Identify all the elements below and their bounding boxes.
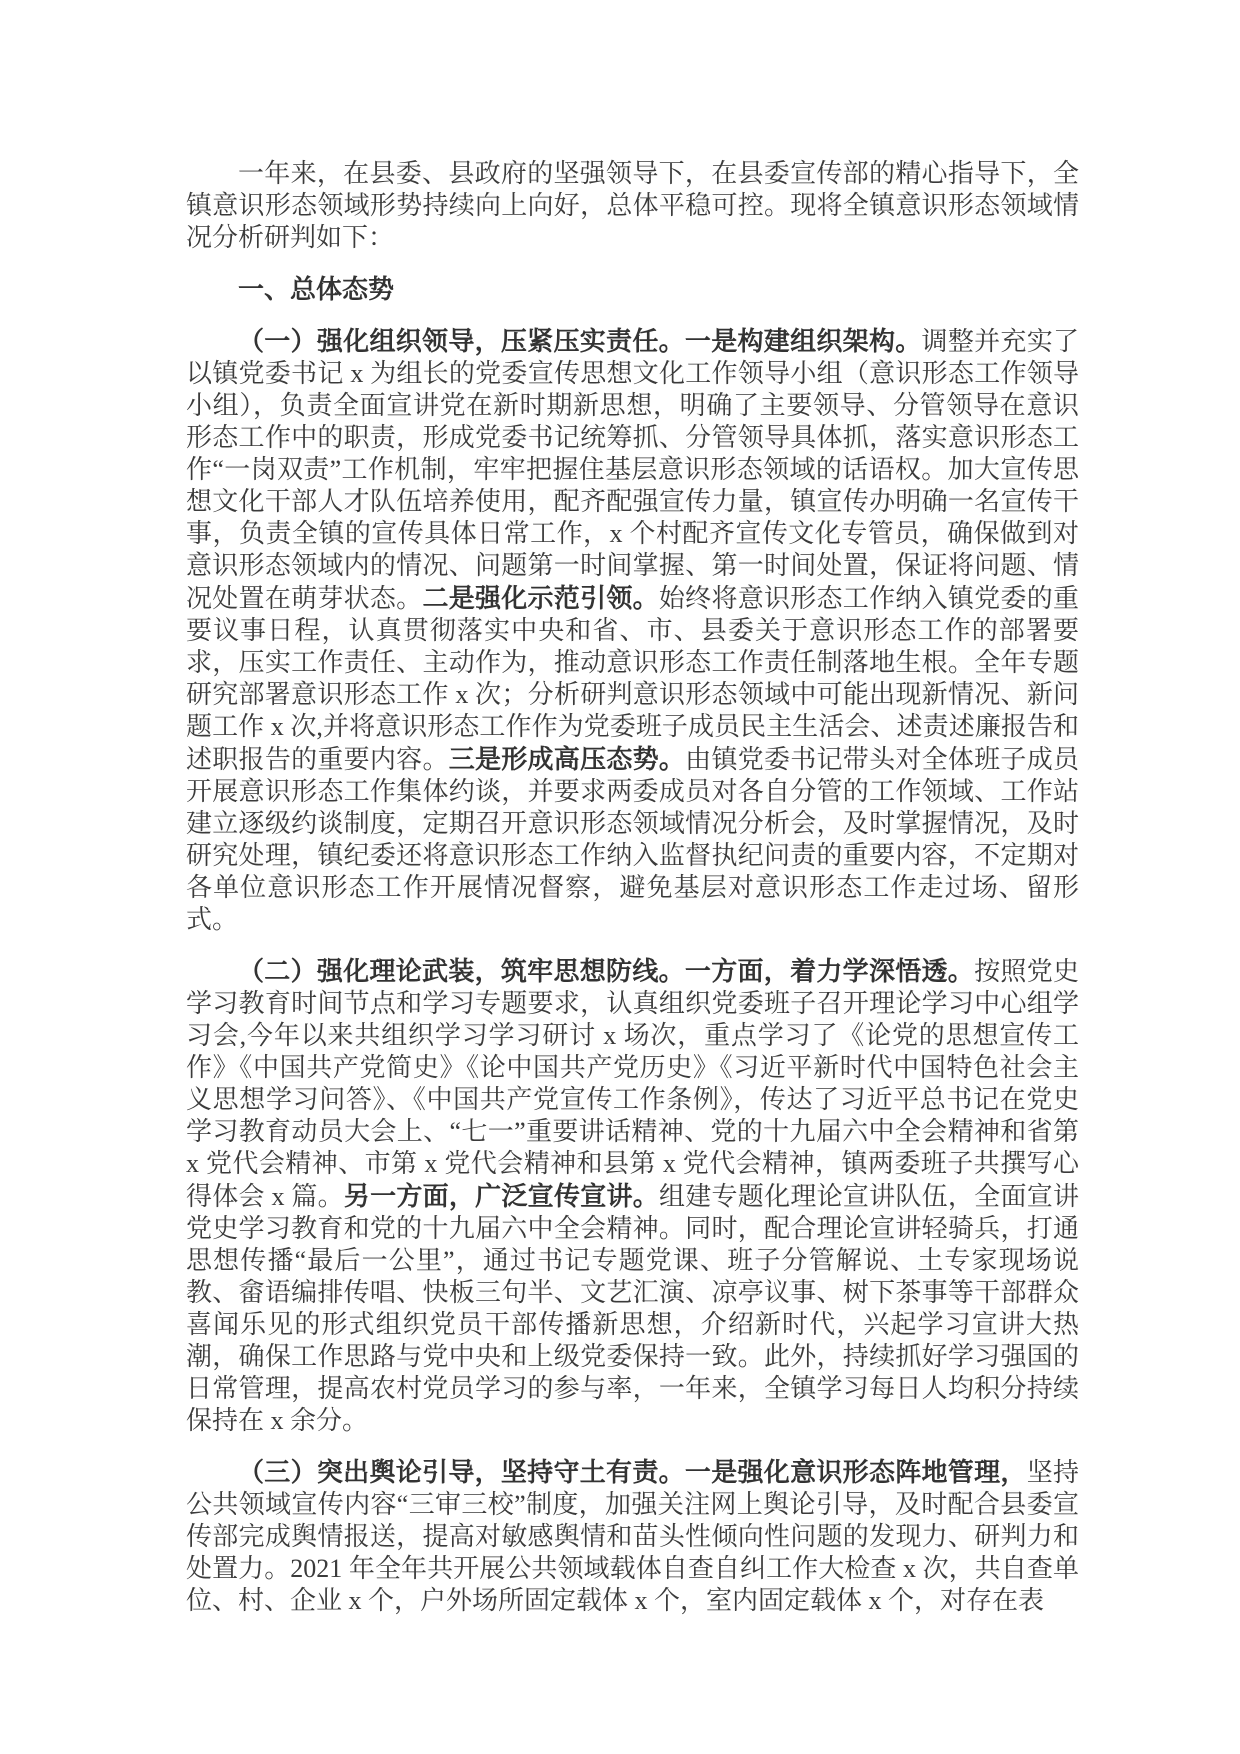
section-heading bbox=[186, 273, 1079, 306]
text-run: 调整并充实了以镇党委书记 x 为组长的党委宣传思想文化工作领导小组（意识形态工作领导小组），负责全面宣讲党在新时期新思想，明确了主要领导、分管领导在意识形态工作中的职责，形成党委书记统筹抓、分管领导具体抓，落实意识形态工作“一岗双责”工作机制，牢牢把握住基层意识形态领域的话语权。加大宣传思想文化干部人才队伍培养使用，配齐配强宣传力量，镇宣传办明确一名宣传干事，负责全镇的宣传具体日常工作，x 个村配齐宣传文化专管员，确保做到对意识形态领域内的情况、问题第一时间掌握、第一时间处置，保证将问题、情况处置在萌芽状态。 bbox=[186, 327, 1079, 613]
emphasis-run: （一）强化组织领导，压紧压实责任。一是构建组织架构。 bbox=[238, 326, 922, 356]
text-run: 组建专题化理论宣讲队伍，全面宣讲党史学习教育和党的十九届六中全会精神。同时，配合理论宣讲轻骑兵，打通思想传播“最后一公里”，通过书记专题党课、班子分管解说、土专家现场说教、畲语编排传唱、快板三句半、文艺汇演、凉亭议事、树下茶事等干部群众喜闻乐见的形式组织党员干部传播新思想，介绍新时代，兴起学习宣讲大热潮，确保工作思路与党中央和上级党委保持一致。此外，持续抓好学习强国的日常管理，提高农村党员学习的参与率，一年来，全镇学习每日人均积分持续保持在 x 余分。 bbox=[186, 1182, 1079, 1435]
emphasis-run: 另一方面，广泛宣传宣讲。 bbox=[343, 1181, 660, 1211]
emphasis-run: 三是形成高压态势。 bbox=[448, 744, 686, 774]
document-body bbox=[186, 158, 1079, 1617]
text-run: 始终将意识形态工作纳入镇党委的重要议事日程，认真贯彻落实中央和省、市、县委关于意识形态工作的部署要求，压实工作责任、主动作为，推动意识形态工作责任制落地生根。全年专题研究部署意识形态工作 x 次；分析研判意识形态领域中可能出现新情况、新问题工作 x 次,并将意识形态工作作为党委班子成员民主生活会、述责述廉报告和述职报告的重要内容。 bbox=[186, 584, 1079, 774]
body-paragraph bbox=[186, 1456, 1079, 1617]
emphasis-run: （二）强化理论武装，筑牢思想防线。一方面，着力学深悟透。 bbox=[238, 956, 975, 986]
emphasis-run: 一、总体态势 bbox=[238, 274, 395, 304]
body-paragraph bbox=[186, 955, 1079, 1437]
text-run: 按照党史学习教育时间节点和学习专题要求，认真组织党委班子召开理论学习中心组学习会,今年以来共组织学习学习研讨 x 场次，重点学习了《论党的思想宣传工作》《中国共产党简史》《论中国共产党历史》《习近平新时代中国特色社会主义思想学习问答》、《中国共产党宣传工作条例》，传达了习近平总书记在党史学习教育动员大会上、“七一”重要讲话精神、党的十九届六中全会精神和省第 x 党代会精神、市第 x 党代会精神和县第 x 党代会精神，镇两委班子共撰写心得体会 x 篇。 bbox=[186, 957, 1079, 1211]
body-paragraph bbox=[186, 158, 1079, 254]
text-run: 一年来，在县委、县政府的坚强领导下，在县委宣传部的精心指导下，全镇意识形态领域形势持续向上向好，总体平稳可控。现将全镇意识形态领域情况分析研判如下： bbox=[186, 159, 1079, 252]
emphasis-run: 二是强化示范引领。 bbox=[422, 583, 659, 613]
body-paragraph bbox=[186, 325, 1079, 936]
emphasis-run: （三）突出舆论引导，坚持守土有责。一是强化意识形态阵地管理， bbox=[238, 1457, 1027, 1487]
text-run: 坚持公共领域宣传内容“三审三校”制度，加强关注网上舆论引导，及时配合县委宣传部完成舆情报送，提高对敏感舆情和苗头性倾向性问题的发现力、研判力和处置力。2021 年全年共开展公共领域载体自查自纠工作大检查 x 次，共自查单位、村、企业 x 个，户外场所固定载体 x 个，室内固定载体 x 个，对存在表 bbox=[186, 1458, 1079, 1615]
text-run: 由镇党委书记带头对全体班子成员开展意识形态工作集体约谈，并要求两委成员对各自分管的工作领域、工作站建立逐级约谈制度，定期召开意识形态领域情况分析会，及时掌握情况，及时研究处理，镇纪委还将意识形态工作纳入监督执纪问责的重要内容，不定期对各单位意识形态工作开展情况督察，避免基层对意识形态工作走过场、留形式。 bbox=[186, 745, 1079, 934]
